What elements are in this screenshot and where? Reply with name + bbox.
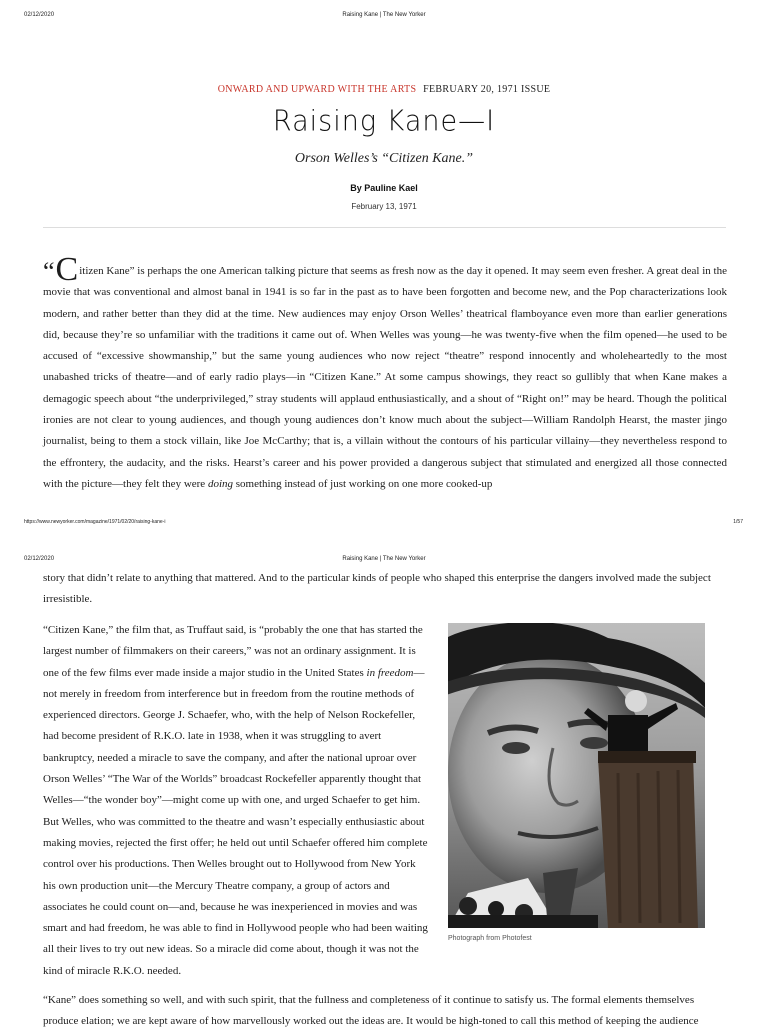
article-paragraph-3: “Kane” does something so well, and with such spirit, that the fullness and completeness of it continue to satisfy us. The formal elements themselves produce elation; we are kept aware of how marvellously worked out the ideas are. It would be high-toned to call this method of keeping the audience — [43, 994, 699, 1028]
drop-cap: C — [55, 251, 79, 288]
paragraph-text: itizen Kane” is perhaps the one American talking picture that seems as fresh now as the day it opened. It may seem even fresher. A great deal in the movie that was conventional and almost banal in 1941 is so far in the past as to have been forgotten and become new, and the Pop characterizations look modern, and rather better than they did at the time. New audiences may enjoy Orson Welles’ theatrical flamboyance even more than earlier generations did, because they’re so unfamiliar with the traditions it came out of. When Welles was young—he was twenty-five when the film opened—he used to be accused of “excessive showmanship,” but the same young audiences who now reject “theatre” respond innocently and wholeheartedly to the most unabashed tricks of theatre—and of early radio plays—in “Citizen Kane.” At some campus showings, they react so gullibly that when Kane makes a demagogic speech about “the underprivileged,” stray students will applaud enthusiastically, and a shout of “Right on!” may be heard. Though the political ironies are not clear to young audiences, and though young audiences don’t know much about the subject—William Randolph Hearst, the master jingo journalist, being to them a stock villain, like Joe McCarthy; that is, a villain without the contours of his particular villainy—they nevertheless respond to the effrontery, the audacity, and the risks. Hearst’s career and his power provided a dangerous subject that stimulated and energized all those connected with the picture—they felt they were — [43, 265, 727, 490]
print-site-title: Raising Kane | The New Yorker — [342, 12, 426, 18]
paragraph-text: something instead of just working on one more cooked-up — [233, 477, 493, 490]
print-header-page-2 — [0, 556, 768, 568]
print-date: 02/12/2020 — [24, 12, 55, 18]
paragraph-text: “Citizen Kane,” the film that, as Truffaut said, is “probably the one that has started the largest number of filmmakers on their careers,” was not an ordinary assignment. It is one of the few films ever made inside a major studio in the United States — [43, 624, 423, 679]
divider — [43, 227, 726, 228]
byline[interactable]: By Pauline Kael — [350, 183, 418, 193]
opening-quote-mark: “ — [43, 257, 55, 286]
article-paragraph-1-continued: story that didn’t relate to anything that mattered. And to the particular kinds of people who shaped this enterprise the dangers involved made the subject irresistible. — [43, 572, 711, 606]
print-url: https://www.newyorker.com/magazine/1971/02/20/raising-kane-i — [24, 519, 166, 525]
article-paragraph-2 — [43, 620, 428, 982]
citizen-kane-photo-illustration — [448, 623, 705, 928]
rubric-link[interactable]: ONWARD AND UPWARD WITH THE ARTS — [217, 84, 417, 95]
page-number: 1/57 — [733, 519, 743, 525]
article-kicker — [0, 84, 768, 95]
paragraph-text: —not merely in freedom from interference but in freedom from the routine methods of experienced directors. George J. Schaefer, who, with the help of Nelson Rockefeller, had become president of R.K.O. late in 1938, when it was struggling to avert bankruptcy, needed a miracle to save the company, and after the national uproar over Orson Welles’ “The War of the Worlds” broadcast Rockefeller apparently thought that Welles—“the wonder boy”—might come up with one, and urged Schaefer to get him. But Welles, who was committed to the theatre and wasn’t especially enthusiastic about making movies, rejected the first offer; he held out until Schaefer offered him complete control over his productions. Then Welles brought out to Hollywood from New York his own production unit—the Mercury Theatre company, a group of actors and associates he could count on—and, because he was inexperienced in movies and was smart and had freedom, he was able to find in Hollywood people who had been waiting all their lives to try out new ideas. So a miracle did come about, though it was not the kind of miracle R.K.O. needed. — [43, 666, 428, 977]
issue-link[interactable]: FEBRUARY 20, 1971 ISSUE — [423, 84, 551, 95]
article-photo — [448, 623, 705, 928]
paragraph-emphasis: in freedom — [366, 666, 414, 679]
article-paragraph-1 — [43, 251, 727, 495]
print-footer — [0, 519, 768, 531]
photo-caption: Photograph from Photofest — [448, 935, 532, 942]
publish-date: February 13, 1971 — [351, 202, 417, 211]
article-dek: Orson Welles’s “Citizen Kane.” — [294, 151, 474, 166]
print-site-title: Raising Kane | The New Yorker — [342, 556, 426, 562]
paragraph-emphasis: doing — [207, 477, 234, 490]
print-header — [0, 12, 768, 24]
print-date: 02/12/2020 — [24, 556, 55, 562]
article-headline: Raising Kane—I — [272, 105, 496, 138]
